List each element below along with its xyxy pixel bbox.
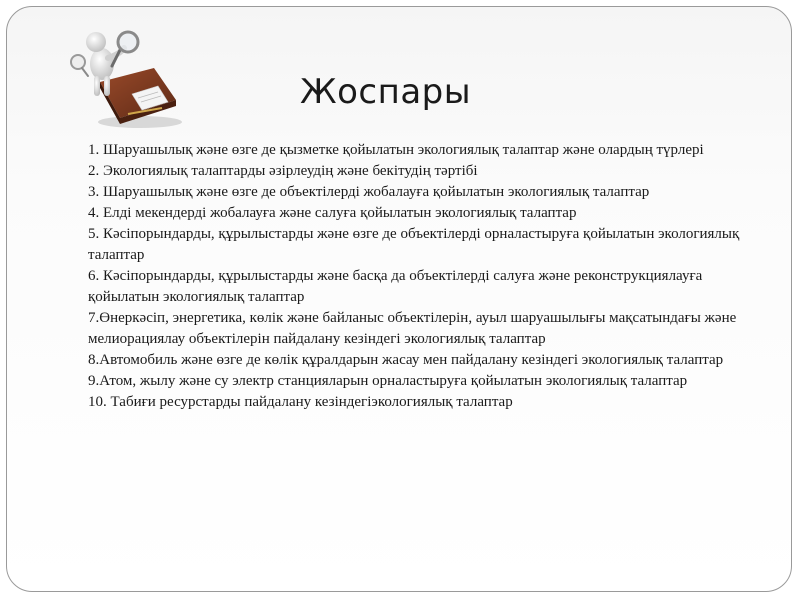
list-item: 4. Елді мекендерді жобалауға және салуға қойылатын экологиялық талаптар [88, 205, 577, 221]
list-item: 6. Кәсіпорындарды, құрылыстарды және басқа да объектілерді салуға және реконструкциялауға қойылатын экологиялық талаптар [88, 268, 703, 305]
figure-with-magnifier-and-book-icon [58, 22, 188, 132]
list-item: 10. Табиғи ресурстарды пайдалану кезіндегіэкологиялық талаптар [88, 394, 513, 410]
slide-title: Жоспары [300, 72, 472, 112]
list-item: 1. Шаруашылық және өзге де қызметке қойылатын экологиялық талаптар және олардың түрлері [88, 142, 704, 158]
list-item: 8.Автомобиль және өзге де көлік құралдарын жасау мен пайдалану кезіндегі экологиялық талаптар [88, 352, 724, 368]
list-item: 3. Шаруашылық және өзге де объектілерді жобалауға қойылатын экологиялық талаптар [88, 184, 650, 200]
list-item: 7.Өнеркәсіп, энергетика, көлік және байланыс объектілерін, ауыл шаруашылығы мақсатындағы және мелиорациялау объектілерін пайдалану кезіндегі экологиялық талаптар [88, 310, 737, 347]
list-item: 9.Атом, жылу және су электр станцияларын орналастыруға қойылатын экологиялық талаптар [88, 373, 688, 389]
list-item: 2. Экологиялық талаптарды әзірлеудің және бекітудің тәртібі [88, 163, 478, 179]
plan-list [88, 140, 758, 413]
list-item: 5. Кәсіпорындарды, құрылыстарды және өзге де объектілерді орналастыруға қойылатын экологиялық талаптар [88, 226, 740, 263]
